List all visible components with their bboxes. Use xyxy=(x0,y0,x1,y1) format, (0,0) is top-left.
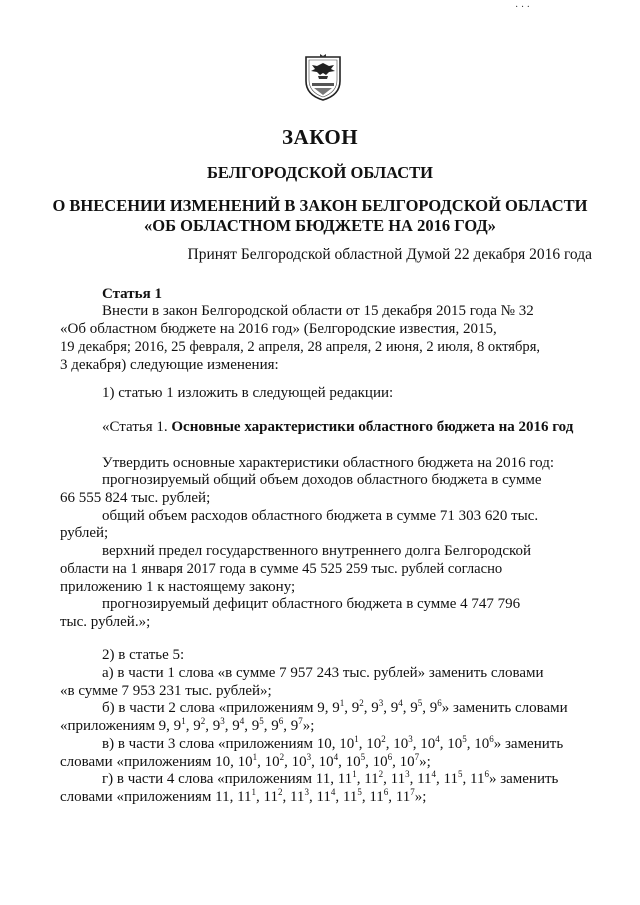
text: , 10 xyxy=(392,754,415,770)
sup: 3 xyxy=(304,787,309,797)
item-2: 2) в статье 5: xyxy=(102,647,185,663)
text: , 9 xyxy=(244,718,260,734)
belgorod-coat-of-arms-icon xyxy=(303,53,343,101)
sup: 4 xyxy=(398,698,403,708)
text: , 10 xyxy=(311,754,334,770)
text: в) в части 3 слова «приложениям 10, 10 xyxy=(102,736,355,752)
text: , 11 xyxy=(409,771,432,787)
text: словами «приложениям 11, 11 xyxy=(60,789,252,805)
text: , 11 xyxy=(282,789,305,805)
quoted-heading-text: Основные характеристики областного бюджета на 2016 год xyxy=(171,419,574,435)
text: , 11 xyxy=(335,789,358,805)
text: , 9 xyxy=(263,718,279,734)
adoption-note: Принят Белгородской областной Думой 22 декабря 2016 года xyxy=(187,246,592,263)
text: , 10 xyxy=(439,736,463,752)
debt-line-1: верхний предел государственного внутреннего долга Белгородской xyxy=(102,543,532,559)
sup: 1 xyxy=(352,769,357,779)
sup: 7 xyxy=(298,716,303,726)
intro-line-3: 19 декабря; 2016, 25 февраля, 2 апреля, 28 апреля, 2 июня, 2 июля, 8 октября, xyxy=(60,339,541,355)
text: , 11 xyxy=(308,789,331,805)
intro-line-4: 3 декабря) следующие изменения: xyxy=(60,357,279,373)
income-line-1: прогнозируемый общий объем доходов областного бюджета в сумме xyxy=(102,472,542,488)
item-2v-line-1 xyxy=(102,735,563,753)
text: » заменить xyxy=(488,771,559,787)
intro-line-2: «Об областном бюджете на 2016 год» (Белгородские известия, 2015, xyxy=(60,321,497,337)
text: словами «приложениям 10, 10 xyxy=(60,754,253,770)
sup: 6 xyxy=(437,698,442,708)
sup: 6 xyxy=(484,769,489,779)
text: , 9 xyxy=(363,700,379,716)
sup: 5 xyxy=(357,787,362,797)
text: , 9 xyxy=(402,700,418,716)
sup: 1 xyxy=(354,734,359,744)
text: , 11 xyxy=(388,789,411,805)
expense-line-2: рублей; xyxy=(60,525,109,541)
law-title-line-2: «ОБ ОБЛАСТНОМ БЮДЖЕТЕ НА 2016 ГОД» xyxy=(144,216,496,235)
text: »; xyxy=(414,789,427,805)
sup: 7 xyxy=(410,787,415,797)
sup: 2 xyxy=(277,787,283,797)
debt-line-3: приложению 1 к настоящему закону; xyxy=(60,579,296,595)
sup: 5 xyxy=(360,752,366,762)
income-line-2: 66 555 824 тыс. рублей; xyxy=(60,490,211,506)
sup: 6 xyxy=(489,734,494,744)
text: , 9 xyxy=(383,700,399,716)
item-2g-line-2 xyxy=(60,788,426,806)
text: , 10 xyxy=(412,736,436,752)
sup: 3 xyxy=(220,716,225,726)
sup: 6 xyxy=(387,752,393,762)
sup: 4 xyxy=(333,752,339,762)
text: » заменить xyxy=(493,736,564,752)
sup: 5 xyxy=(458,769,463,779)
sup: 1 xyxy=(339,698,345,708)
text: , 10 xyxy=(257,754,280,770)
deficit-line-2: тыс. рублей.»; xyxy=(60,614,151,630)
law-title-line-1: О ВНЕСЕНИИ ИЗМЕНЕНИЙ В ЗАКОН БЕЛГОРОДСКОЙ ОБЛАСТИ xyxy=(52,196,588,215)
scan-mark: · · · xyxy=(515,2,530,13)
text: , 11 xyxy=(383,771,406,787)
quoted-prefix: «Статья 1. xyxy=(102,419,172,435)
sup: 3 xyxy=(306,752,312,762)
sup: 3 xyxy=(378,698,384,708)
text: , 11 xyxy=(436,771,458,787)
debt-line-2: области на 1 января 2017 года в сумме 45 525 259 тыс. рублей согласно xyxy=(60,561,503,577)
text: , 11 xyxy=(256,789,278,805)
item-2a-line-2: «в сумме 7 953 231 тыс. рублей»; xyxy=(60,683,272,699)
text: , 10 xyxy=(385,736,409,752)
document-type-title: ЗАКОН xyxy=(281,125,359,149)
item-1: 1) статью 1 изложить в следующей редакции: xyxy=(102,385,394,401)
text: , 10 xyxy=(466,736,490,752)
text: , 9 xyxy=(283,718,299,734)
sup: 2 xyxy=(378,769,384,779)
item-2b-line-1 xyxy=(102,699,568,717)
text: «приложениям 9, 9 xyxy=(60,718,182,734)
intro-line-1: Внести в закон Белгородской области от 15 декабря 2015 года № 32 xyxy=(102,303,534,319)
sup: 2 xyxy=(279,752,285,762)
expense-line-1: общий объем расходов областного бюджета в сумме 71 303 620 тыс. xyxy=(102,508,539,524)
sup: 3 xyxy=(408,734,413,744)
approve-line: Утвердить основные характеристики областного бюджета на 2016 год: xyxy=(102,455,555,471)
deficit-line-1: прогнозируемый дефицит областного бюджета в сумме 4 747 796 xyxy=(102,596,521,612)
article-heading: Статья 1 xyxy=(102,286,162,302)
sup: 4 xyxy=(330,787,336,797)
text: б) в части 2 слова «приложениям 9, 9 xyxy=(102,700,340,716)
text: , 9 xyxy=(422,700,438,716)
sup: 2 xyxy=(200,716,206,726)
region-title: БЕЛГОРОДСКОЙ ОБЛАСТИ xyxy=(207,163,433,182)
sup: 6 xyxy=(383,787,389,797)
text: »; xyxy=(419,754,431,770)
sup: 1 xyxy=(181,716,186,726)
text: , 10 xyxy=(338,754,361,770)
item-2v-line-2 xyxy=(60,753,431,771)
text: »; xyxy=(302,718,315,734)
sup: 4 xyxy=(431,769,437,779)
sup: 5 xyxy=(462,734,467,744)
sup: 6 xyxy=(278,716,284,726)
text: , 10 xyxy=(365,754,388,770)
quoted-article-heading xyxy=(102,418,573,436)
item-2a-line-1: а) в части 1 слова «в сумме 7 957 243 тыс. рублей» заменить словами xyxy=(102,665,544,681)
sup: 5 xyxy=(417,698,423,708)
sup: 2 xyxy=(359,698,364,708)
sup: 3 xyxy=(405,769,410,779)
sup: 5 xyxy=(259,716,264,726)
text: » заменить словами xyxy=(441,700,568,716)
sup: 1 xyxy=(251,787,257,797)
text: , 9 xyxy=(185,718,201,734)
text: , 10 xyxy=(358,736,382,752)
text: г) в части 4 слова «приложениям 11, 11 xyxy=(102,771,353,787)
sup: 4 xyxy=(239,716,245,726)
text: , 9 xyxy=(224,718,240,734)
text: , 9 xyxy=(344,700,360,716)
text: , 11 xyxy=(462,771,485,787)
sup: 7 xyxy=(414,752,420,762)
sup: 4 xyxy=(435,734,440,744)
item-2g-line-1 xyxy=(102,770,558,788)
sup: 2 xyxy=(381,734,386,744)
text: , 11 xyxy=(356,771,379,787)
text: , 11 xyxy=(361,789,384,805)
item-2b-line-2 xyxy=(60,717,314,735)
sup: 1 xyxy=(252,752,258,762)
text: , 10 xyxy=(284,754,307,770)
text: , 9 xyxy=(205,718,221,734)
